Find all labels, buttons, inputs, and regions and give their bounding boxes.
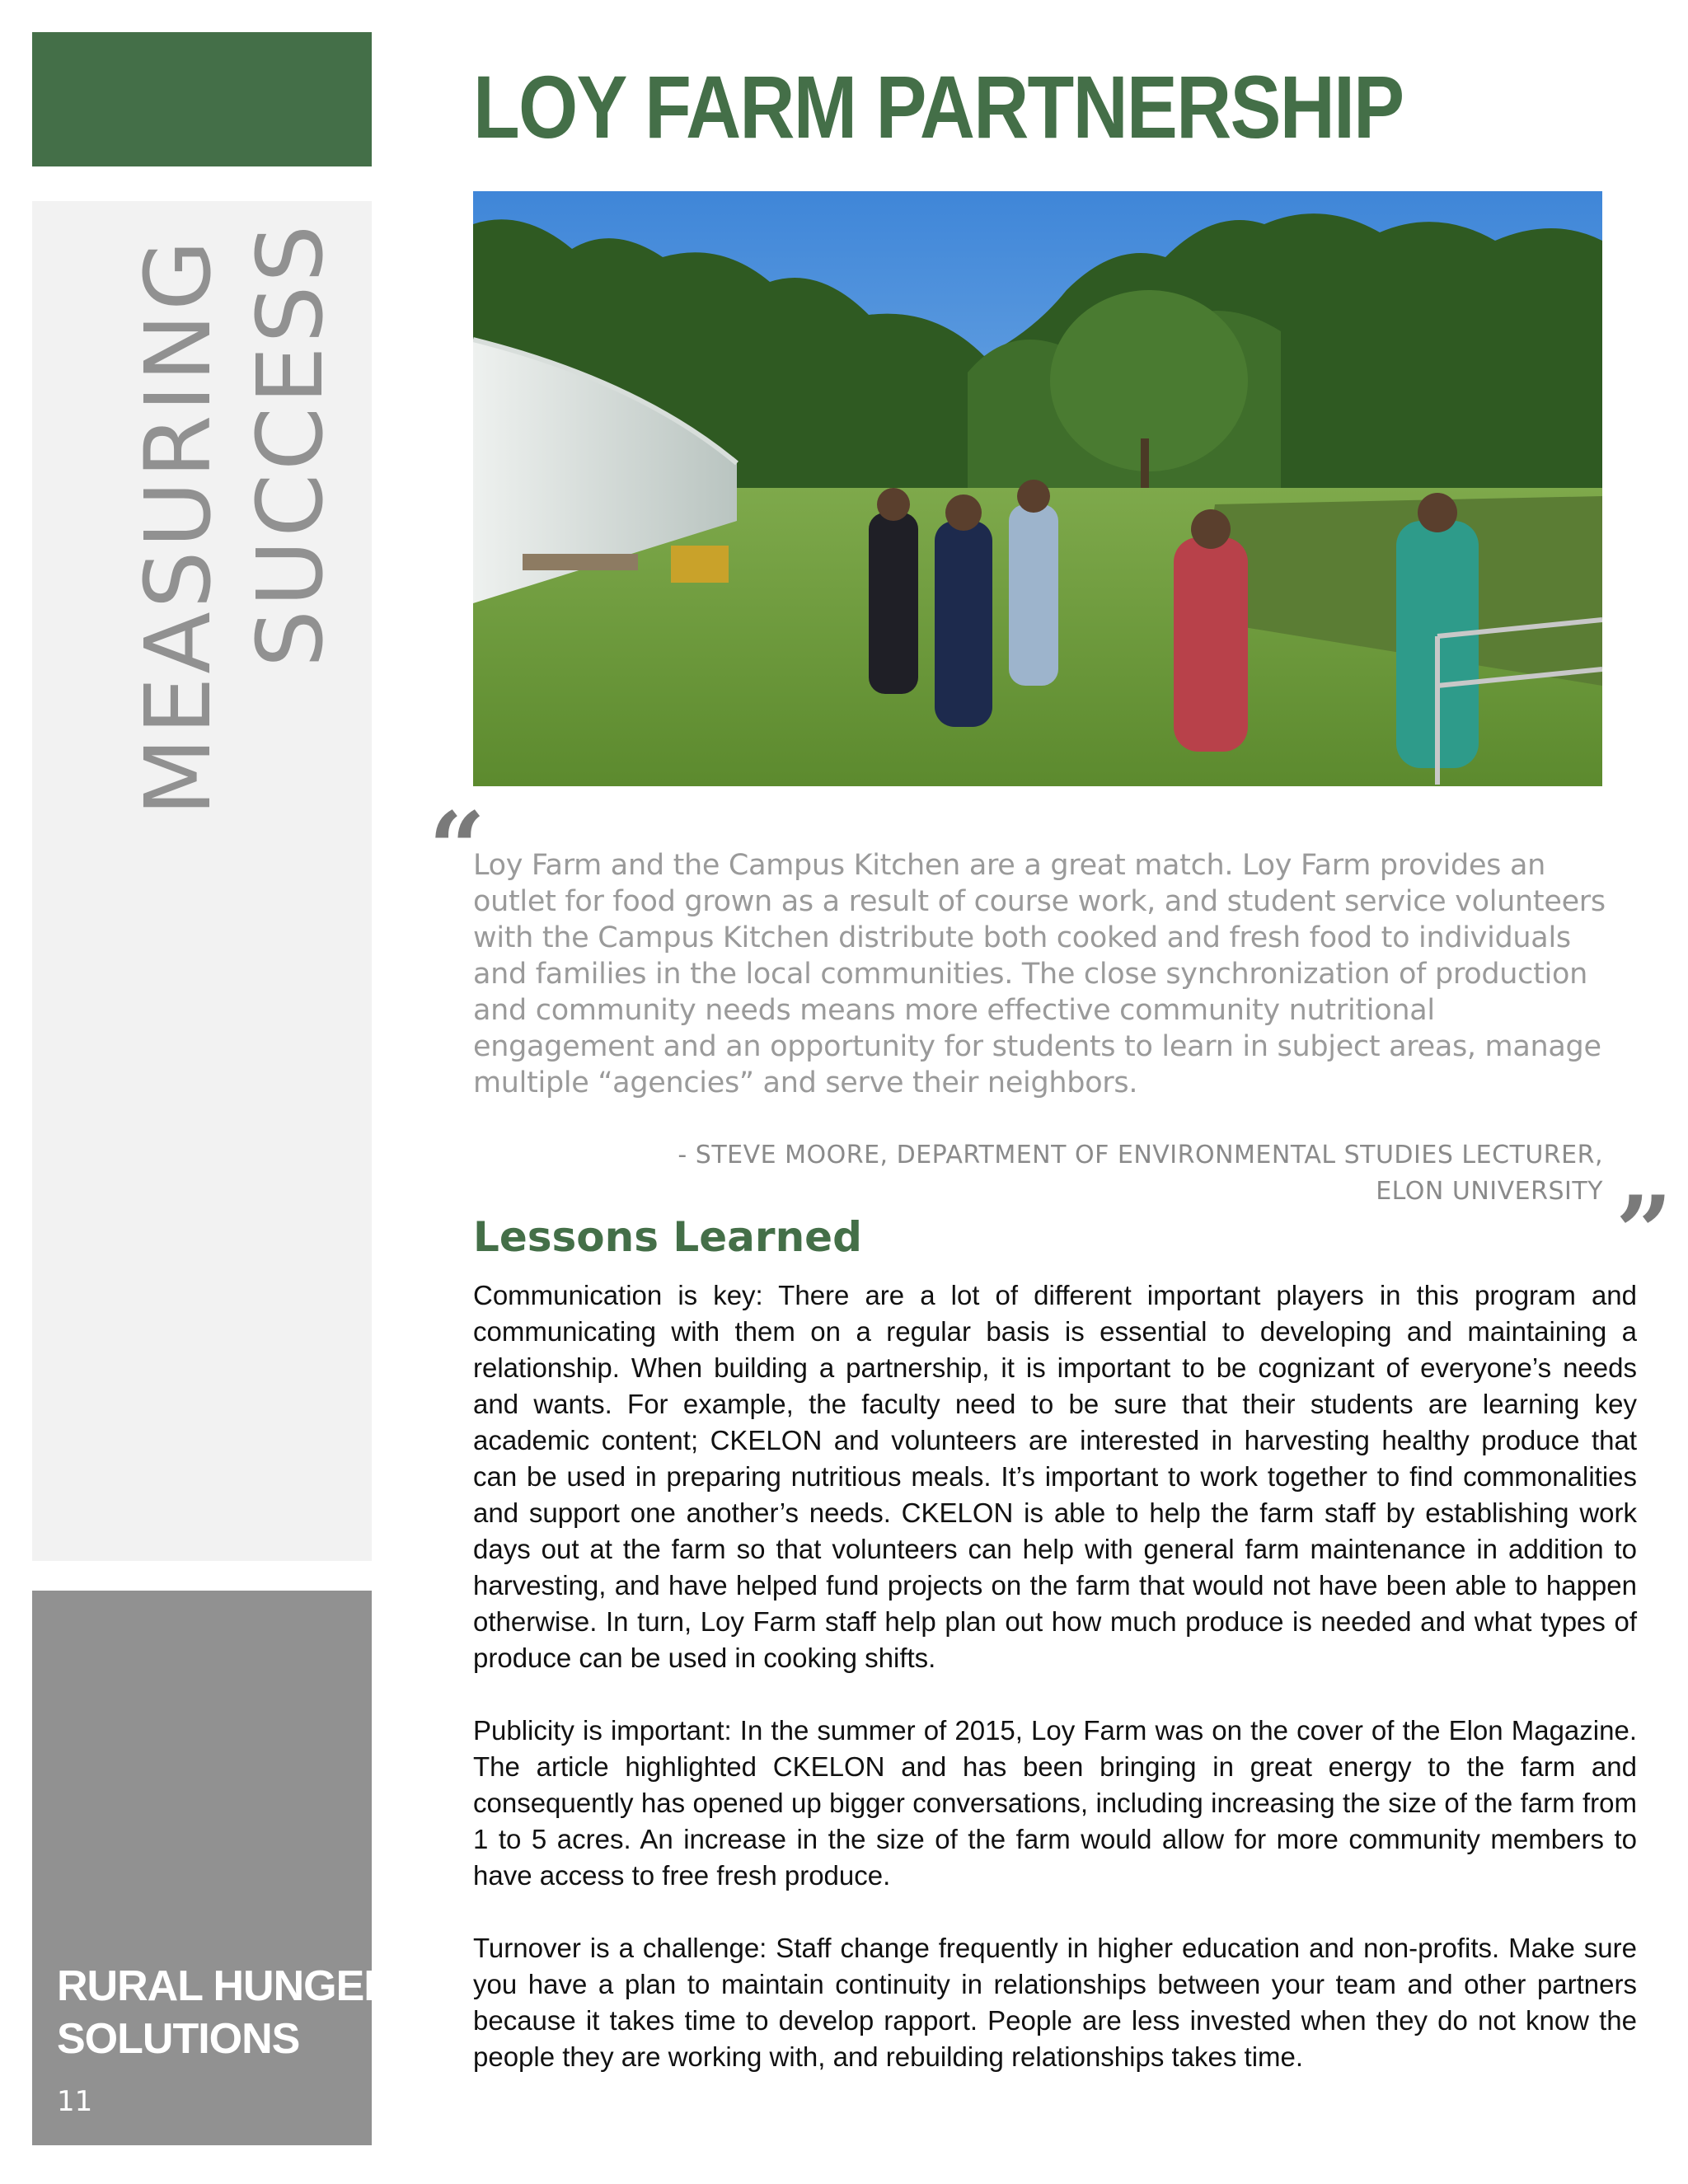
section-heading: Lessons Learned	[473, 1213, 862, 1261]
close-quote-icon: ”	[1615, 1174, 1673, 1291]
lessons-body	[473, 1277, 1637, 2111]
lesson-paragraph: Turnover is a challenge: Staff change frequently in higher education and non-profits. Make sure you have a plan to maintain continuity in relationships between your team and other partners because it takes time to develop rapport. People are less invested when they do not know the people they are working with, and rebuilding relationships takes time.	[473, 1933, 1637, 2072]
attribution-line2: ELON UNIVERSITY	[1376, 1177, 1603, 1206]
attribution-line1: - STEVE MOORE, DEPARTMENT OF ENVIRONMENTAL STUDIES LECTURER,	[678, 1141, 1603, 1169]
page-title: LOY FARM PARTNERSHIP	[473, 57, 1404, 157]
header-color-block	[32, 32, 372, 166]
open-quote-icon: “	[429, 790, 486, 907]
sidebar-label-line1: RURAL HUNGER	[57, 1962, 394, 2010]
sidebar-vertical-title-line1: MEASURING	[125, 237, 231, 816]
quote-attribution	[577, 1137, 1603, 1210]
sidebar-section-label	[57, 1960, 394, 2065]
page-number: 11	[57, 2085, 93, 2118]
sidebar-label-line2: SOLUTIONS	[57, 2015, 300, 2063]
lesson-paragraph: Communication is key: There are a lot of different important players in this program and communicating with them on a regular basis is essential to developing and maintaining a relationship. When building a partnership, it is important to be cognizant of everyone’s needs and wants. For example, the faculty need to be sure that their students are learning key academic content; CKELON and volunteers are interested in harvesting healthy produce that can be used in preparing nutritious meals. It’s important to work together to find commonalities and support one another’s needs. CKELON is able to help the farm staff by establishing work days out at the farm so that volunteers can help with general farm maintenance in addition to harvesting, and have helped fund projects on the farm that would not have been able to happen otherwise. In turn, Loy Farm staff help plan out how much produce is needed and what types of produce can be used in cooking shifts.	[473, 1280, 1637, 1673]
sidebar-vertical-title-line2: SUCCESS	[237, 221, 343, 668]
lesson-paragraph: Publicity is important: In the summer of 2015, Loy Farm was on the cover of the Elon Magazine. The article highlighted CKELON and has been bringing in great energy to the farm and consequently has opened up bigger conversations, including increasing the size of the farm from 1 to 5 acres. An increase in the size of the farm would allow for more community members to have access to free fresh produce.	[473, 1715, 1637, 1891]
pull-quote: Loy Farm and the Campus Kitchen are a great match. Loy Farm provides an outlet for food grown as a result of course work, and student service volunteers with the Campus Kitchen distribute both cooked and fresh food to individuals and families in the local communities. The close synchronization of production and community needs means more effective community nutritional engagement and an opportunity for students to learn in subject areas, manage multiple “agencies” and serve their neighbors.	[473, 849, 1606, 1099]
farm-photo	[473, 191, 1602, 786]
